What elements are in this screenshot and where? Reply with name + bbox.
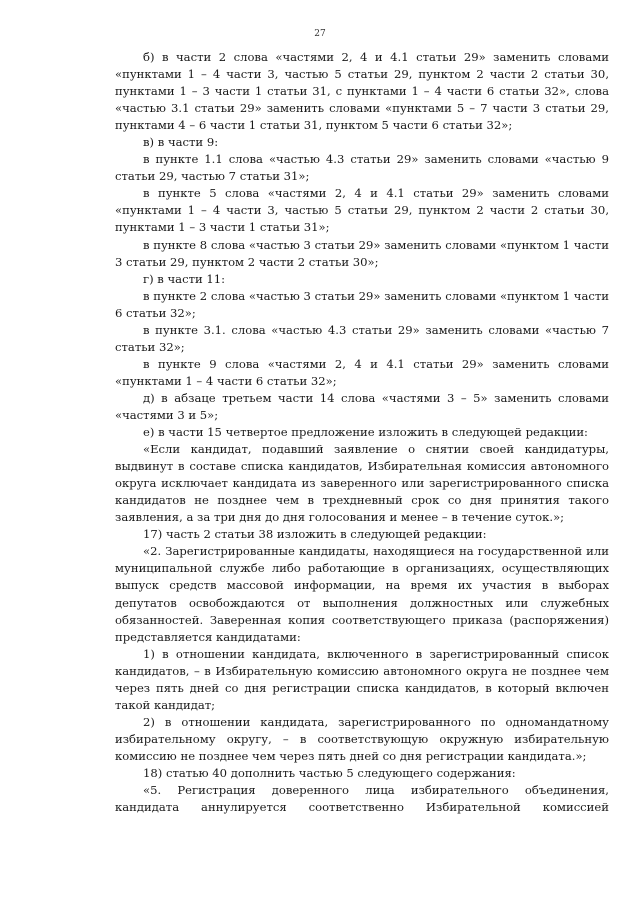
document-body — [115, 49, 609, 816]
paragraph-e: е) в части 15 четвертое предложение изложить в следующей редакции: — [143, 425, 588, 440]
paragraph-17-item2: 2) в отношении кандидата, зарегистрированного по одномандатному избирательному округу, – в соответствующую окружную избирательную комиссию не позднее чем через пять дней со дня регистрации кандидата.»; — [115, 714, 609, 763]
paragraph-b: б) в части 2 слова «частями 2, 4 и 4.1 статьи 29» заменить словами «пунктами 1 – 4 части 3, частью 5 статьи 29, пунктом 2 части 2 статьи 30, пунктами 1 – 3 части 1 статьи 31, с пунктами 1 – 4 части 6 статьи 32», слова «частью 3.1 статьи 29» заменить словами «пунктами 5 – 7 части 3 статьи 29, пунктами 4 – 6 части 1 статьи 31, пунктом 5 части 6 статьи 32»; — [115, 50, 609, 133]
paragraph-v: в) в части 9: — [143, 135, 219, 150]
paragraph-g-p2: в пункте 2 слова «частью 3 статьи 29» заменить словами «пунктом 1 части 6 статьи 32»; — [115, 288, 609, 320]
paragraph-g: г) в части 11: — [143, 271, 226, 286]
paragraph-17-quote: «2. Зарегистрированные кандидаты, находящиеся на государственной или муниципальной службе либо работающие в организациях, осуществляющих выпуск средств массовой информации, на время их участия в выборах депутатов освобождаются от выполнения должностных или служебных обязанностей. Заверенная копия соответствующего приказа (распоряжения) представляется кандидатами: — [115, 544, 609, 644]
paragraph-e-quote: «Если кандидат, подавший заявление о снятии своей кандидатуры, выдвинут в составе списка кандидатов, Избирательная комиссия автономного округа исключает кандидата из заверенного или зарегистрированного списка кандидатов не позднее чем в трехдневный срок со дня принятия такого заявления, а за три дня до дня голосования и менее – в течение суток.»; — [115, 442, 609, 525]
paragraph-18-quote: «5. Регистрация доверенного лица избирательного объединения, кандидата аннулируется соответственно Избирательной комиссией — [115, 783, 609, 815]
paragraph-d: д) в абзаце третьем части 14 слова «частями 3 – 5» заменить словами «частями 3 и 5»; — [115, 390, 609, 422]
paragraph-17-item1: 1) в отношении кандидата, включенного в зарегистрированный список кандидатов, – в Избирательную комиссию автономного округа не позднее чем через пять дней со дня регистрации списка кандидатов, в который включен такой кандидат; — [115, 646, 609, 712]
paragraph-17: 17) часть 2 статьи 38 изложить в следующей редакции: — [143, 527, 487, 542]
paragraph-v-p8: в пункте 8 слова «частью 3 статьи 29» заменить словами «пунктом 1 части 3 статьи 29, пунктом 2 части 2 статьи 30»; — [115, 237, 609, 269]
paragraph-18: 18) статью 40 дополнить частью 5 следующего содержания: — [143, 765, 516, 780]
paragraph-g-p9: в пункте 9 слова «частями 2, 4 и 4.1 статьи 29» заменить словами «пунктами 1 – 4 части 6 статьи 32»; — [115, 356, 609, 388]
page-number: 27 — [314, 29, 326, 39]
paragraph-g-p3-1: в пункте 3.1. слова «частью 4.3 статьи 29» заменить словами «частью 7 статьи 32»; — [115, 322, 609, 354]
paragraph-v-p5: в пункте 5 слова «частями 2, 4 и 4.1 статьи 29» заменить словами «пунктами 1 – 4 части 3, частью 5 статьи 29, пунктом 2 части 2 статьи 30, пунктами 1 – 3 части 1 статьи 31»; — [115, 186, 609, 235]
paragraph-v-p1-1: в пункте 1.1 слова «частью 4.3 статьи 29» заменить словами «частью 9 статьи 29, частью 7 статьи 31»; — [115, 152, 609, 184]
